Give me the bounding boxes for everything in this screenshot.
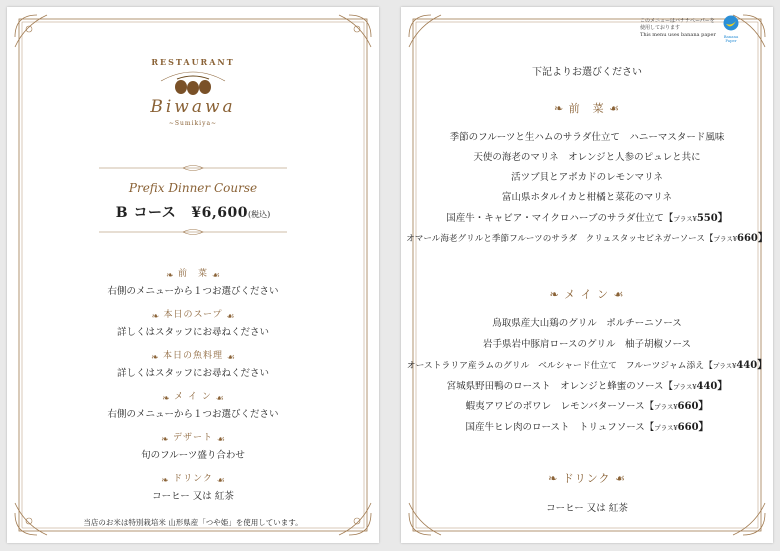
section-soup (7, 307, 379, 338)
list-item: オマール海老グリルと季節フルーツのサラダ クリュスタッセビネガーソース【プラス¥660】 (406, 233, 768, 244)
plus-label: プラス¥ (712, 362, 737, 370)
list-item: 鳥取県産大山鶏のグリル ポルチーニソース (492, 318, 682, 329)
main-list (401, 315, 773, 438)
banana-note-line2: 使用しております (640, 25, 681, 31)
logo-name: Biwawa (150, 97, 236, 117)
section-text: 右側のメニューから１つお選びください (107, 409, 279, 420)
surcharge-price: 660】 (677, 401, 709, 412)
list-item: 季節のフルーツと生ハムのサラダ仕立て ハニーマスタード風味 (449, 132, 725, 143)
choose-instruction: 下記よりお選びください (532, 67, 642, 78)
banana-logo-label: Banana Paper (723, 34, 739, 43)
section-drink (7, 471, 379, 502)
section-title: ドリンク (173, 474, 213, 484)
right-menu-page (401, 7, 773, 543)
course-tax-label: (税込) (247, 210, 271, 219)
section-text: 旬のフルーツ盛り合わせ (141, 450, 245, 461)
plus-label: プラス¥ (654, 423, 678, 432)
section-title: 本日の魚料理 (162, 351, 223, 361)
appetizer-title: 前 菜 (568, 102, 605, 115)
list-item: 富山県ホタルイカと柑橘と菜花のマリネ (501, 192, 673, 203)
ornament-right-icon: ☙ (613, 288, 625, 301)
banana-note-line1: このメニューはバナナペーパーを (640, 18, 715, 24)
ornament-left-icon: ❧ (151, 311, 161, 322)
section-title: 本日のスープ (163, 310, 223, 320)
ornament-right-icon: ☙ (215, 393, 225, 404)
logo-subtitle: ~Sumikiya~ (168, 120, 218, 127)
rice-footer-note: 当店のお米は特別栽培米 山形県産「つや姫」を使用しています。 (83, 518, 303, 527)
left-menu-page (7, 7, 379, 543)
banana-note-line3: This menu uses banana paper (640, 32, 716, 38)
course-script-title: Prefix Dinner Course (128, 181, 258, 195)
ornament-right-icon: ☙ (226, 352, 236, 363)
ornament-left-icon: ❧ (162, 393, 171, 404)
ornament-left-icon: ❧ (549, 288, 560, 301)
ornament-left-icon: ❧ (161, 475, 170, 486)
section-text: コーヒー 又は 紅茶 (152, 491, 234, 502)
ornament-left-icon: ❧ (166, 270, 175, 281)
ornament-left-icon: ❧ (553, 102, 565, 115)
appetizer-heading (401, 100, 773, 116)
section-text: 詳しくはスタッフにお尋ねください (116, 368, 269, 379)
section-text: 右側のメニューから１つお選びください (107, 286, 279, 297)
section-dessert (7, 430, 379, 461)
banana-logo-icon (723, 15, 739, 31)
plus-label: プラス¥ (713, 235, 737, 243)
logo-restaurant-text: RESTAURANT (151, 57, 235, 67)
section-title: 前 菜 (177, 269, 208, 279)
surcharge-price: 660】 (677, 421, 709, 433)
ornament-left-icon: ❧ (548, 472, 559, 485)
ornament-left-icon: ❧ (161, 434, 170, 445)
section-appetizer (7, 266, 379, 297)
section-title: デザート (172, 433, 213, 443)
plus-label: プラス¥ (673, 215, 697, 223)
course-name: B コース (115, 205, 177, 221)
ornament-right-icon: ☙ (211, 270, 221, 281)
list-item: 活ツブ貝とアボカドのレモンマリネ (511, 172, 663, 183)
section-text: 詳しくはスタッフにお尋ねください (116, 327, 269, 338)
course-title (7, 202, 379, 222)
section-title: メ イ ン (174, 392, 212, 402)
drink-title: ドリンク (562, 472, 611, 485)
section-fish (7, 348, 379, 379)
plus-label: プラス¥ (673, 382, 697, 391)
main-heading (401, 286, 773, 302)
main-title: メ イ ン (564, 288, 610, 301)
ornament-divider (99, 229, 287, 235)
list-item: 岩手県岩中豚肩ロースのグリル 柚子胡椒ソース (482, 338, 692, 350)
ornament-divider (99, 165, 287, 171)
ornament-right-icon: ☙ (609, 102, 621, 115)
surcharge-price: 440】 (736, 360, 768, 371)
decorative-frame (401, 7, 773, 543)
list-item: 国産牛・キャビア・マイクロハーブのサラダ仕立て【プラス¥550】 (446, 213, 728, 224)
surcharge-price: 660】 (736, 233, 768, 244)
drink-text: コーヒー 又は 紅茶 (546, 503, 628, 514)
section-main (7, 389, 379, 420)
surcharge-price: 550】 (696, 213, 728, 224)
course-price: ¥6,600 (191, 205, 248, 221)
list-item: 国産牛ヒレ肉のロースト トリュフソース【プラス¥660】 (465, 421, 709, 433)
ornament-right-icon: ☙ (216, 434, 226, 445)
list-item: 宮城県野田鴨のロースト オレンジと蜂蜜のソース【プラス¥440】 (446, 380, 728, 392)
banana-paper-note (640, 18, 716, 39)
list-item: オーストラリア産ラムのグリル ベルシャード仕立て フルーツジャム添え【プラス¥440】 (406, 360, 768, 371)
list-item: 蝦夷アワビのポワレ レモンバターソース【プラス¥660】 (465, 401, 709, 412)
ornament-left-icon: ❧ (151, 352, 160, 363)
banana-paper-logo (718, 15, 744, 43)
list-item: 天使の海老のマリネ オレンジと人参のピュレと共に (473, 152, 701, 163)
ornament-right-icon: ☙ (615, 472, 626, 485)
surcharge-price: 440】 (696, 380, 728, 392)
ornament-right-icon: ☙ (226, 311, 236, 322)
plus-label: プラス¥ (654, 403, 678, 411)
ornament-right-icon: ☙ (216, 475, 226, 486)
drink-heading (401, 470, 773, 486)
appetizer-list (401, 129, 773, 249)
